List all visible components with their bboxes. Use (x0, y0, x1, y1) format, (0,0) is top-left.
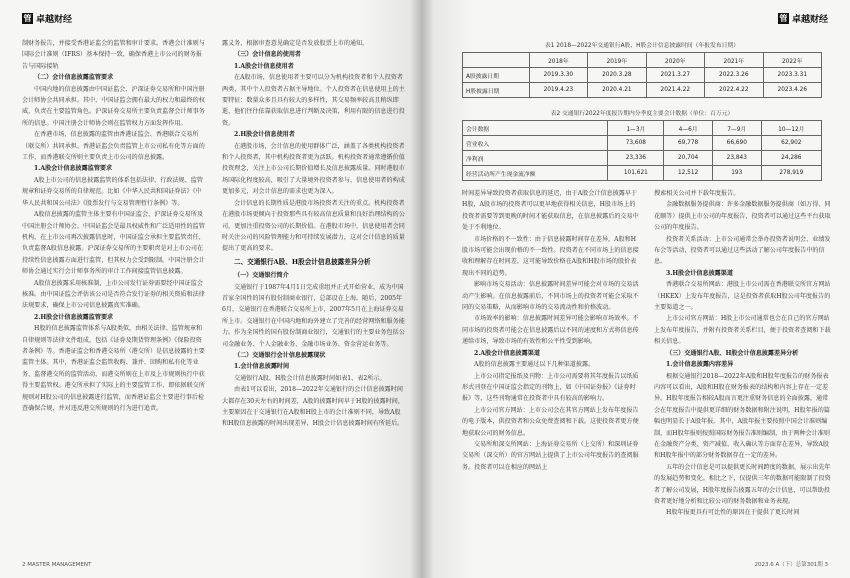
table-cell: 2023.3.31 (763, 68, 821, 83)
paragraph: 在香港市场，信息披露的监管由香港证监会、香港联合交易所（联交所）共同承担。香港证监会负责监管上市公司私有化等方面的工作，而香港联交所则主要负责上市公司的信息披露。 (22, 131, 205, 162)
left-page (0, 0, 422, 578)
logo-text: 卓越财经 (36, 15, 73, 25)
table-cell: 2019.3.30 (529, 68, 587, 83)
paragraph: 交通银行A股、H股会计信息披露时间如表1、表2所示。 (234, 374, 386, 382)
section-heading: （二）交通银行会计信息披露现状 (234, 351, 326, 359)
paragraph: 根据交通银行2018—2022年A股和H股年度报告的财务报表内容可以看出，A股和H股在财务报表的结构和内容上存在一定差异。H股年度报告相较A股而言更注重财务信息的全面披露，通常会在年度报告中提供更详细的财务数据和附注说明，H股年报的篇幅也明显长于A股年报。其中，A股年报主要按照中国会计准则编制，而H股年报则按照国际财务报告准则编制，由于两种会计准则在金融资产分类、资产减值、收入确认等方面存在差异，导致A股和H股年报中的部分财务数据存在一定的差异。 (654, 372, 830, 460)
table-header-cell: 2022年 (763, 53, 821, 68)
table-cell: 2021.3.27 (646, 68, 704, 83)
table1-caption: 表1 2018—2022年交通银行A股、H股会计信息披露时间（年报发布日期） (544, 43, 740, 49)
table-header-row (463, 53, 822, 68)
table-cell: 24,286 (761, 151, 821, 166)
paragraph: 香港联合交易所网站：港股上市公司需在香港联交所官方网站（HKEX）上发布年度报告，这是投资者获取H股公司年度报告的主要渠道之一。 (654, 281, 831, 312)
paragraph: 金融数据服务提供商：许多金融数据服务提供商（如万得、同花顺等）提供上市公司的年度报告，投资者可以通过这些平台获取公司的年度报告。 (654, 201, 831, 232)
table-header-cell: 2019年 (588, 53, 646, 68)
left-page-footer: 2 MASTER MANAGEMENT (22, 562, 92, 568)
paragraph: 影响市场交易活动：信息披露时间差异可能会对市场的交易活动产生影响。在信息披露前后，不同市场上的投资者可能会采取不同的交易策略，从而影响市场的交易流动性和价格波动。 (462, 281, 639, 312)
right-column-1 (462, 188, 640, 473)
right-column-2 (654, 188, 832, 519)
section-heading: 2.H股会计信息披露监管要求 (34, 313, 114, 321)
paragraph: 时间差异导致投资者获取信息的延迟，由于A股会计信息披露早于H股，A股市场的投资者可以更早地获得相关信息，H股市场上的投资者需要等到更晚的时间才能获取信息，在信息披露后的交易中处于不利地位。 (462, 190, 639, 232)
paragraph: 上市公司指定报纸及刊物：上市公司需要将其年度报告以纸质形式刊登在中国证监会指定的刊物上，如《中国证券报》《证券时报》等，这些刊物通常在投资者中具有较高的影响力。 (462, 372, 639, 403)
table-cell: 2019.4.23 (529, 83, 587, 98)
paragraph: 露义务，根据审查意见确定是否发放股票上市的通知。 (222, 40, 369, 47)
table-row (463, 136, 822, 151)
table-cell: 经营活动所产生现金流净额 (463, 166, 608, 181)
paragraph: 市场效率的影响：信息披露时间差异可能会影响市场效率。不同市场的投资者可能会在信息披露后以不同的速度和方式将信息传递给市场，导致市场的有效性和公平性受到影响。 (462, 315, 639, 346)
table-cell: 278,919 (761, 166, 821, 181)
section-heading: 1.A股会计信息披露监管要求 (34, 165, 113, 173)
table-cell: 69,778 (664, 136, 713, 151)
section-heading: 1.A股会计信息使用者 (234, 62, 294, 70)
table-cell: 净利润 (463, 151, 608, 166)
paragraph: 上市公司官方网站：上市公司会在其官方网站上发布年度报告的电子版本，供投资者和公众免费查阅和下载。这使投资者更方便地获取公司的财务信息。 (462, 406, 639, 437)
table-cell: 2021.4.22 (646, 83, 704, 98)
paragraph: 中国内地的信息披露由中国证监会、沪深证券交易所和中国注册会计师协会共同承担。其中，中国证监会拥有最大的权力和最终的权威，负责在主要监管角色。沪深证券交易所主要负责监督会计师事务所的信息。中国注册会计师协会则在监管权力方面发挥作用。 (22, 85, 205, 127)
paragraph: 市场价格的不一致性：由于信息披露时间存在差异，A股和H股市场可能会出现价格的不一致性。投资者在不同市场上的信息接收和理解存在时间差，这可能导致价格在A股和H股市场的股价表现出不同的趋势。 (462, 235, 639, 277)
paragraph: H股年报更具有可比性的原因在于提供了更长时间 (666, 509, 800, 517)
table-cell: 62,902 (761, 136, 821, 151)
table-cell: 2020.4.21 (588, 83, 646, 98)
table-cell: H股披露日期 (463, 83, 530, 98)
paragraph: 交易所和深交所网站：上海证券交易所（上交所）和深圳证券交易所（深交所）的官方网站上提供了上市公司年度报告的查阅服务。投资者可以在相应的网站上 (462, 440, 639, 471)
paragraph: 在A股市场，信息使用者主要可以分为机构投资者和个人投资者两类，其中个人投资者占据主导地位。个人投资者在信息使用上的主要特征：数量众多且具有较大的多样性，其交易频率较高且稍纵即逝，他们往往依靠获取信息进行判断及决策，利用有限的信息进行投资。 (222, 74, 405, 127)
table-cell: 2020.3.28 (588, 68, 646, 83)
table-cell: 73,608 (608, 136, 664, 151)
paragraph: A股上市公司的信息披露监管的体系包括法律、行政法规、监管规章和证券交易所的自律规范。比如《中华人民共和国证券法》《中华人民共和国公司法》《股票发行与交易管理暂行条例》等。 (22, 176, 203, 207)
table-header-cell: 2021年 (705, 53, 763, 68)
paragraph: 投资者关系活动：上市公司通常会举办投资者说明会、业绩发布会等活动，投资者可以通过这些活动了解公司年度报告中的信息。 (654, 235, 831, 266)
table-row (463, 83, 822, 98)
table-header-cell: 7—9月 (712, 121, 761, 136)
table-header-cell: 2020年 (646, 53, 704, 68)
paragraph: 由表1可以看出，2018—2022年交通银行的会计信息披露时间大都存在30天左右的时间差，A股的披露时间早于H股的披露时间，主要原因在于交通银行在A股和H股上市的会计准则不同，导致A股和H股信息披露的时间出现差异，H股会计信息披露时间有所延后。 (222, 386, 404, 428)
table-cell: A股披露日期 (463, 68, 530, 83)
paragraph: A股的信息披露主要通过以下几种渠道披露。 (474, 361, 595, 369)
book-gutter-shadow (410, 0, 434, 578)
table-cell: 193 (712, 166, 761, 181)
paragraph: 制财务报告，并接受香港证监会的监管和审计要求。香港会计准则与国际会计准则（IFRS）基本保持一致，确保香港上市公司的财务报告与国际接轨 (22, 40, 205, 70)
paragraph: 上市公司官方网站：H股上市公司通常也会在自己的官方网站上发布年度报告，并附有投资者关系栏目，便于投资者查阅和下载相关信息。 (654, 315, 831, 346)
table-row (463, 151, 822, 166)
table-cell: 101,621 (608, 166, 664, 181)
right-page-footer: 2023.6 A（下）总第301期 3 (754, 562, 828, 568)
chapter-heading: 二、交通银行A股、H股会计信息披露差异分析 (234, 257, 371, 266)
logo-mark-icon: 管 (779, 13, 788, 23)
paragraph: A股信息披露的监管主体主要有中国证监会、沪深证券交易所及中国注册会计师协会。中国证监会是最具权威性和广泛适用性的监管机构，在上市公司再次披露信息时，中国证监会承担主要监管责任，负责监督A股信息披露。沪深证券交易所的主要职责是对上市公司在持续性信息披露方面进行监管，但其权力会受到限制。中国注册会计师协会通过实行会计师事务所的审计工作间接监管信息披露。 (22, 211, 205, 276)
table2-quarterly-data (462, 120, 822, 181)
paragraph: 会计信息的长期性质是港股市场投资者关注的重点。机构投资者在港股市场更倾向于投资那些具有较高信息质量和良好治理结构的公司，更加注重投资公司的长期价值。在港股市场中，信息使用者会同时关注公司的风险管理能力和可持续发展潜力，这对会计信息的质量提出了更高的要求。 (222, 199, 405, 253)
section-heading: （一）交通银行简介 (234, 272, 289, 280)
table-header-cell: 4—6月 (664, 121, 713, 136)
table-cell: 2022.4.22 (705, 83, 763, 98)
table-cell: 20,704 (664, 151, 713, 166)
table-header-row (463, 121, 822, 136)
left-column-1 (22, 38, 205, 414)
section-heading: 1.会计信息披露内容差异 (666, 361, 734, 369)
table1-disclosure-dates (462, 52, 822, 98)
section-heading: 2.H股会计信息使用者 (234, 131, 295, 139)
paragraph: 搜索相关公司并下载年度报告。 (654, 190, 740, 197)
table-header-cell: 10—12月 (761, 121, 821, 136)
logo-mark-icon: 管 (23, 13, 32, 23)
table-header-cell (463, 53, 530, 68)
magazine-logo-right (778, 12, 828, 25)
section-heading: 2.A股会计信息披露渠道 (474, 349, 540, 357)
table-cell: 23,843 (712, 151, 761, 166)
paragraph: 在港股市场，会计信息的使用群体广泛，涵盖了各类机构投资者和个人投资者，其中机构投资者更为活跃。机构投资者通常遵循价值投资理念，关注上市公司长期价值增长及信息披露质量。同时港股市场国际化程度较高，吸引了大量境外投资者参与，信息使用者的构成更加多元，对会计信息的需求也更为深入。 (222, 142, 405, 196)
table-cell: 12,512 (664, 166, 713, 181)
table-cell: 营业收入 (463, 136, 608, 151)
section-heading: （三）交通银行A股、H股会计信息披露差异分析 (666, 349, 799, 357)
section-heading: 1.会计信息披露时间 (234, 363, 290, 371)
paragraph: H股的信息披露监管体系与A股类似，由相关法律、监管规章和自律规则等法律文件组成，包括《证券及期货管理条例》《保险投资者条例》等。香港证监会和香港交易所（港交所）是信息披露的主要监管主体。其中，香港证监会监管收购、兼并、回购和私有化等业务，监督港交所的监管活动，而港交所则在上市及上市规则执行中获得主要监管权。港交所承担了实际上的主要监管工作，即依据联交所规则对H股公司的信息披露进行监管，而香港证监会主要进行事后检查确保合规，并对违反港交所规则的行为进行追责。 (22, 325, 205, 412)
table-row (463, 166, 822, 181)
table-header-cell: 会计数据 (463, 121, 608, 136)
section-heading: （二）会计信息披露监管要求 (34, 74, 114, 82)
left-column-2 (222, 38, 405, 430)
paragraph: 五年的会计信息是可以提供更长时间跨度的数据，展示出先年的发展趋势和变化。相比之下，仅提供三年的数据可能限制了投资者了解公司发展，H股年度报告披露五年的会计信息，可以帮助投资者更好地分析和比较公司的财务数据和业务表现。 (654, 463, 831, 505)
table-cell: 23,336 (608, 151, 664, 166)
paragraph: A股信息披露采用核准制，上市公司发行证券需要经中国证监会核准。由中国证监会评估该公司是否符合发行证券的相关资质和法律法规要求，确保上市公司信息披露真实准确。 (22, 279, 205, 310)
table2-caption: 表2 交通银行2022年度报告期内分季度主要会计数据（单位：百万元） (550, 111, 734, 117)
section-heading: （三）会计信息的使用者 (234, 51, 302, 59)
paragraph: 交通银行于1987年4月1日完成重组并正式开始营业，成为中国首家全国性的国有股份制商业银行，总部设在上海。随后，2005年6月，交通银行在香港联合交易所上市，2007年5月在上海证券交易所上市。交通银行在中国内地和海外建立了完善的经营网络和服务能力。作为全国性的国有股份制商业银行，交通银行的主要业务包括公司金融业务、个人金融业务、金融市场业务、资金营运业务等。 (222, 283, 405, 348)
table-header-cell: 2018年 (529, 53, 587, 68)
section-heading: 3.H股会计信息披露渠道 (666, 269, 733, 277)
table-cell: 66,690 (712, 136, 761, 151)
table-cell: 2022.3.26 (705, 68, 763, 83)
table-header-cell: 1—3月 (608, 121, 664, 136)
magazine-logo (22, 12, 72, 25)
table-row (463, 68, 822, 83)
right-page (422, 0, 850, 578)
table-cell: 2023.4.26 (763, 83, 821, 98)
logo-text: 卓越财经 (791, 15, 828, 25)
